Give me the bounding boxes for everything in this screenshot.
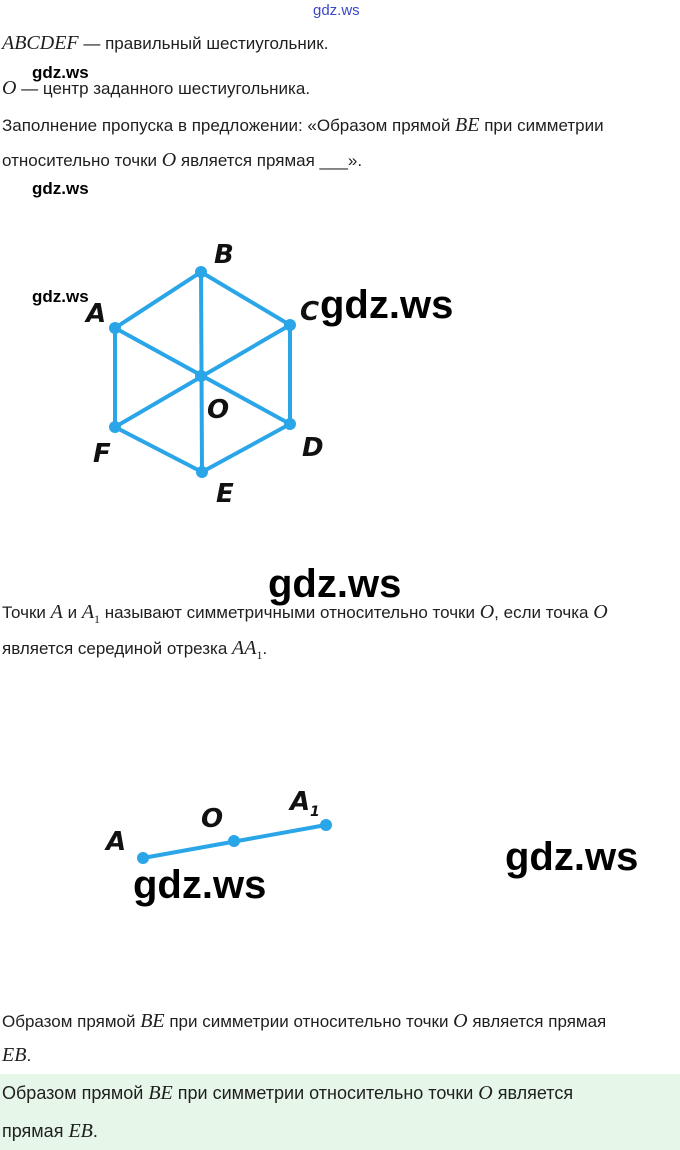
point-o — [228, 835, 240, 847]
answer-text-3: является — [492, 1083, 574, 1103]
point-e — [196, 466, 208, 478]
math-a1 — [81, 601, 101, 626]
point-a1 — [320, 819, 332, 831]
watermark-large-2: gdz.ws — [268, 562, 402, 606]
concl-text-2: при симметрии относительно точки — [164, 1012, 454, 1031]
def-text-5: является серединой отрезка — [2, 639, 233, 658]
point-f — [109, 421, 121, 433]
math-o: O — [478, 1082, 493, 1104]
math-eb: EB — [2, 1044, 27, 1066]
definition-line-1 — [2, 600, 608, 631]
definition-line-2 — [2, 636, 267, 667]
math-aa1-sub: 1 — [256, 648, 263, 662]
math-aa1-base: AA — [232, 637, 257, 659]
concl-text-1: Образом прямой — [2, 1012, 141, 1031]
watermark-small-2: gdz.ws — [32, 179, 89, 198]
given-hexagon-text: — правильный шестиугольник. — [78, 34, 329, 53]
label-b: B — [214, 240, 234, 270]
answer-text-5: . — [92, 1121, 98, 1141]
conclusion-line-2 — [2, 1043, 31, 1068]
label-e: E — [216, 479, 234, 509]
watermark-small-1: gdz.ws — [32, 63, 89, 82]
given-center-text: — центр заданного шестиугольника. — [16, 79, 311, 98]
def-text-1: Точки — [2, 603, 51, 622]
task-text-1: Заполнение пропуска в предложении: «Образом прямой — [2, 116, 456, 135]
math-a1-base: A — [81, 601, 95, 623]
math-aa1 — [232, 637, 263, 662]
math-center-name: O — [2, 77, 17, 99]
math-be: BE — [455, 114, 480, 136]
label-f: F — [93, 439, 111, 469]
watermark-large-4: gdz.ws — [133, 863, 267, 907]
watermark-top: gdz.ws — [313, 2, 360, 19]
label-a: A — [106, 827, 127, 857]
answer-line-2 — [2, 1119, 98, 1143]
answer-text-4: прямая — [2, 1121, 69, 1141]
label-d: D — [302, 433, 324, 463]
math-a1-sub: 1 — [94, 612, 101, 626]
given-center-line — [2, 76, 310, 101]
label-c: C — [300, 297, 320, 327]
point-a — [109, 322, 121, 334]
math-o-1: O — [479, 601, 495, 623]
math-o: O — [453, 1010, 468, 1032]
label-o: O — [201, 804, 224, 834]
label-a1: A — [290, 787, 311, 817]
given-hexagon-line — [2, 31, 328, 56]
task-line-1 — [2, 113, 604, 138]
point-c — [284, 319, 296, 331]
math-be: BE — [148, 1082, 173, 1104]
label-o: O — [207, 395, 230, 425]
math-o-2: O — [593, 601, 608, 623]
watermark-large-3: gdz.ws — [505, 835, 639, 879]
math-o: O — [161, 149, 177, 171]
task-line-2 — [2, 148, 362, 173]
math-a: A — [50, 601, 63, 623]
task-text-2-tail: является прямая ___». — [176, 151, 363, 170]
def-text-6: . — [262, 639, 268, 658]
math-hexagon-name: ABCDEF — [2, 32, 79, 54]
def-text-3: называют симметричными относительно точки — [100, 603, 480, 622]
answer-text-2: при симметрии относительно точки — [172, 1083, 479, 1103]
point-d — [284, 418, 296, 430]
concl-text-3: является прямая — [467, 1012, 607, 1031]
hexagon-figure — [0, 230, 340, 520]
concl-text-4: . — [26, 1046, 32, 1065]
answer-line-1 — [2, 1081, 573, 1105]
label-a1-sub: 1 — [310, 804, 320, 820]
watermark-large-1: gdz.ws — [320, 283, 454, 327]
math-be: BE — [140, 1010, 165, 1032]
math-eb: EB — [68, 1120, 93, 1142]
answer-text-1: Образом прямой — [2, 1083, 149, 1103]
point-b — [195, 266, 207, 278]
watermark-small-3: gdz.ws — [32, 287, 89, 306]
point-o — [195, 370, 207, 382]
task-text-1-tail: при симметрии — [479, 116, 604, 135]
task-text-2: относительно точки — [2, 151, 162, 170]
def-text-4: , если точка — [494, 603, 594, 622]
def-text-2: и — [62, 603, 82, 622]
label-a: A — [86, 299, 107, 329]
conclusion-line-1 — [2, 1009, 606, 1034]
